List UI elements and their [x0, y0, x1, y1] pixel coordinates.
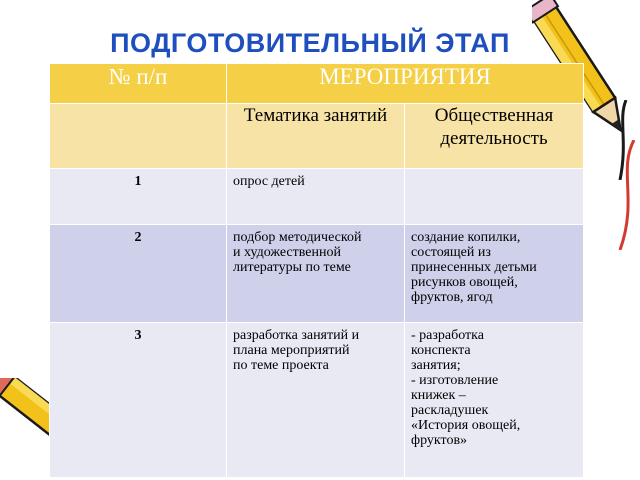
plan-table	[49, 63, 584, 478]
table-subheader-row	[50, 104, 584, 169]
row-number: 3	[50, 323, 227, 478]
page-title: ПОДГОТОВИТЕЛЬНЫЙ ЭТАП	[110, 28, 510, 58]
row-number: 2	[50, 225, 227, 323]
row-social	[405, 169, 584, 225]
row-topics: разработка занятий и плана мероприятий по теме проекта	[227, 323, 405, 478]
subheader-social: Общественная деятельность	[405, 104, 584, 169]
pencil-icon	[612, 140, 640, 250]
header-events: МЕРОПРИЯТИЯ	[227, 64, 584, 104]
row-topics: подбор методической и художественной литературы по теме	[227, 225, 405, 323]
subheader-topics: Тематика занятий	[227, 104, 405, 169]
row-social: создание копилки, состоящей из принесенных детьми рисунков овощей, фруктов, ягод	[405, 225, 584, 323]
table-row	[50, 169, 584, 225]
subheader-empty	[50, 104, 227, 169]
table-header-row	[50, 64, 584, 104]
row-social: - разработка конспекта занятия; - изготовление книжек – раскладушек «История овощей, фруктов»	[405, 323, 584, 478]
row-topics: опрос детей	[227, 169, 405, 225]
header-number: № п/п	[50, 64, 227, 104]
table-row	[50, 225, 584, 323]
row-number: 1	[50, 169, 227, 225]
table-row	[50, 323, 584, 478]
